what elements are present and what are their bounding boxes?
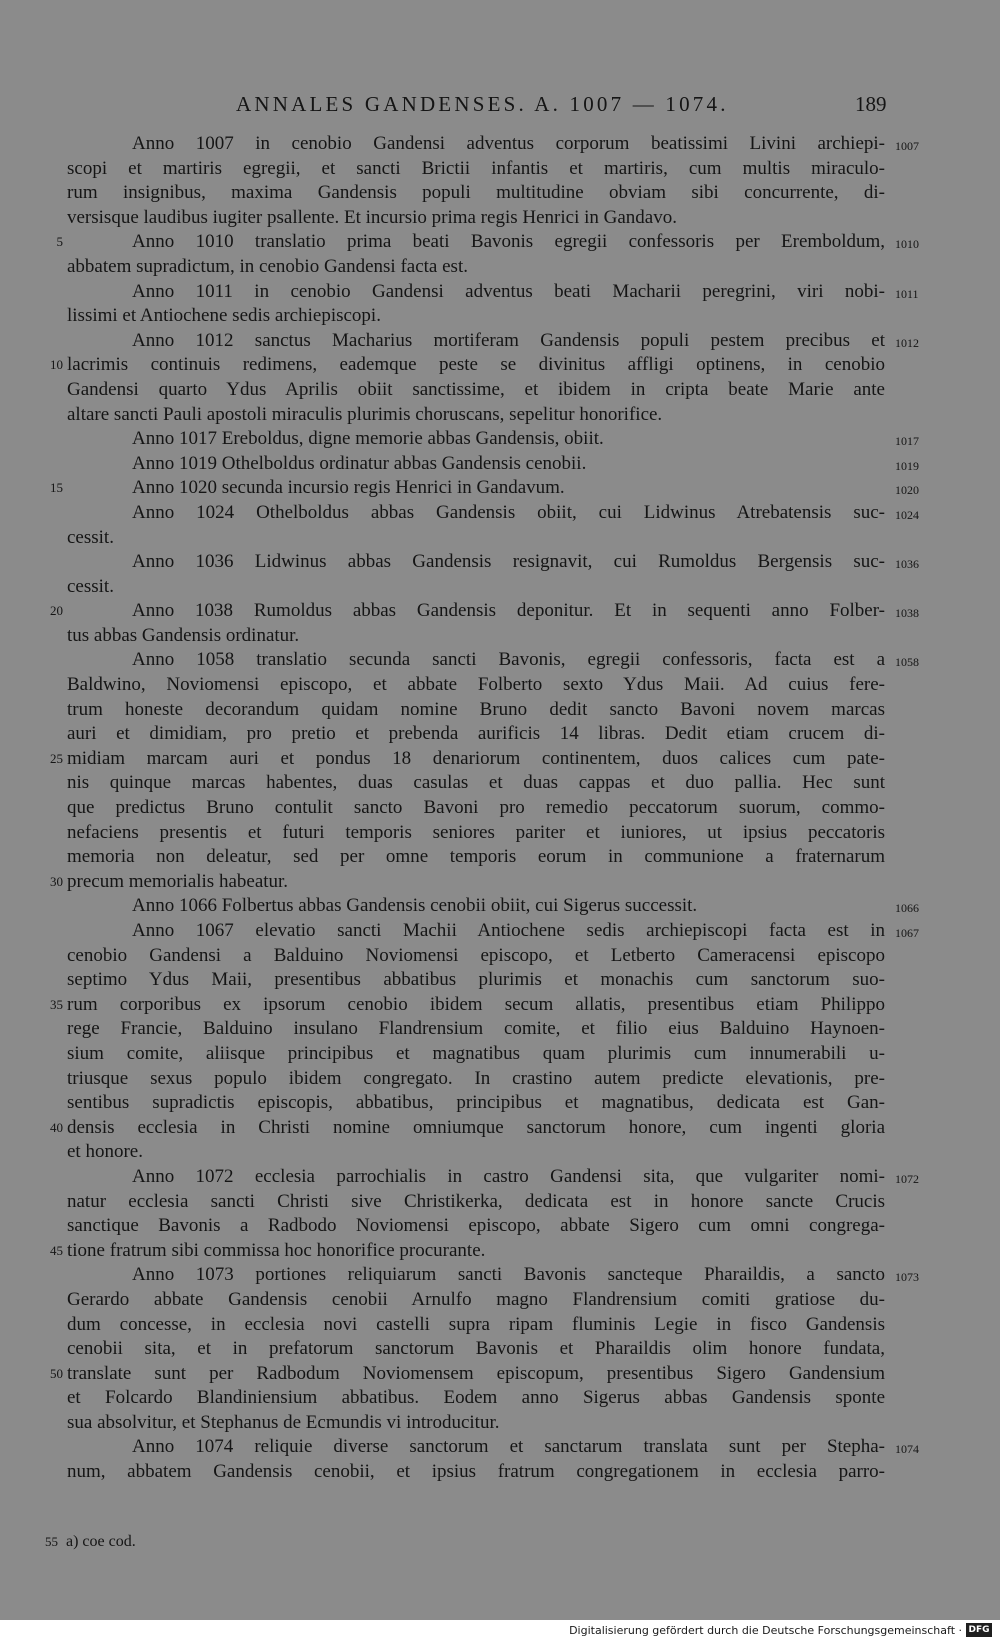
text-line [67, 1042, 885, 1067]
line-number: 5 [56, 234, 63, 250]
text-line [67, 1288, 885, 1313]
text-line [67, 1263, 919, 1288]
text-line [67, 1190, 885, 1215]
margin-year: 1074 [895, 1442, 919, 1457]
text-line [67, 648, 919, 673]
text-line [50, 870, 885, 895]
line-text: midiam marcam auri et pondus 18 denariorum continentem, duos calices cum pate- [67, 747, 885, 769]
line-text: Anno 1020 secunda incursio regis Henrici in Gandavum. [132, 477, 565, 499]
text-line [67, 796, 885, 821]
line-text: et honore. [67, 1141, 143, 1163]
line-text: Anno 1007 in cenobio Gandensi adventus corporum beatissimi Livini archiepi- [132, 133, 885, 154]
line-text: cessit. [67, 575, 114, 597]
text-line [67, 1165, 919, 1190]
text-line [67, 304, 885, 329]
text-line [67, 894, 919, 919]
line-text: Anno 1072 ecclesia parrochialis in castro Gandensi sita, que vulgariter nomi- [132, 1165, 885, 1187]
running-title: ANNALES GANDENSES. A. 1007 — 1074. [236, 92, 729, 116]
line-text: dum concesse, in ecclesia novi castelli supra ripam fluminis Legie in fisco Gandensis [67, 1313, 885, 1335]
line-number: 45 [50, 1242, 63, 1258]
text-line [67, 1140, 885, 1165]
line-text: lacrimis continuis redimens, eademque peste se divinitus affligi optinens, in cenobio [67, 354, 885, 376]
line-text: triusque sexus populo ibidem congregato. In crastino autem predicte elevationis, pre- [67, 1067, 885, 1089]
text-line [67, 1214, 885, 1239]
line-text: nefaciens presentis et futuri temporis seniores pariter et iuniores, ut ipsius peccatoris [67, 821, 885, 843]
funding-notice: Digitalisierung gefördert durch die Deutsche Forschungsgemeinschaft · [569, 1624, 962, 1637]
margin-year: 1017 [895, 434, 919, 449]
text-line [67, 501, 919, 526]
line-text: Anno 1074 reliquie diverse sanctorum et sanctarum translata sunt per Stepha- [132, 1436, 885, 1458]
text-line [67, 845, 885, 870]
line-text: tus abbas Gandensis ordinatur. [67, 624, 300, 646]
text-line [67, 1017, 885, 1042]
text-line [67, 403, 885, 428]
line-text: versisque laudibus iugiter psallente. Et incursio prima regis Henrici in Gandavo. [67, 206, 677, 228]
dfg-logo: DFG [966, 1623, 992, 1637]
text-line [67, 452, 919, 477]
line-number: 35 [50, 996, 63, 1012]
line-text: scopi et martiris egregii, et sancti Brictii infantis et martiris, cum multis miraculo- [67, 157, 885, 179]
text-line [50, 993, 885, 1018]
margin-year: 1010 [895, 237, 919, 252]
line-text: densis ecclesia in Christi nomine omniumque sanctorum honore, cum ingenti gloria [67, 1116, 885, 1138]
line-text: sium comite, aliisque principibus et magnatibus quam plurimis cum innumerabili u- [67, 1042, 885, 1064]
text-line [67, 378, 885, 403]
footnote [45, 1533, 136, 1551]
text-line [67, 280, 919, 305]
line-number: 30 [50, 873, 63, 889]
page-header [0, 92, 1000, 122]
text-line [67, 329, 919, 354]
line-text: Anno 1067 elevatio sancti Machii Antiochene sedis archiepiscopi facta est in [132, 920, 885, 941]
text-line [67, 968, 885, 993]
line-text: abbatem supradictum, in cenobio Gandensi facta est. [67, 255, 468, 277]
line-number: 15 [50, 480, 63, 496]
line-text: sentibus supradictis episcopis, abbatibus, principibus et magnatibus, dedicata est Gan- [67, 1092, 885, 1114]
line-text: altare sancti Pauli apostoli miraculis plurimis choruscans, sepelitur honorifice. [67, 403, 663, 425]
text-line [67, 1313, 885, 1338]
line-text: Baldwino, Noviomensi episcopo, et abbate Folberto sexto Ydus Maii. Ad cuius fere- [67, 674, 885, 696]
line-text: cenobii sita, et in prefatorum sanctorum Bavonis et Pharaildis olim honore fundata, [67, 1338, 885, 1360]
text-line [67, 550, 919, 575]
line-text: Anno 1038 Rumoldus abbas Gandensis deponitur. Et in sequenti anno Folber- [132, 600, 885, 622]
line-text: que predictus Bruno contulit sancto Bavoni pro remedio peccatorum suorum, commo- [67, 797, 885, 819]
line-text: memoria non deleatur, sed per omne temporis eorum in communione a fraternarum [67, 846, 885, 868]
line-text: Gerardo abbate Gandensis cenobii Arnulfo magno Flandrensium comiti gratiose du- [67, 1288, 885, 1310]
line-text: cenobio Gandensi a Balduino Noviomensi episcopo, et Letberto Cameracensi episcopo [67, 944, 885, 966]
text-line [67, 1091, 885, 1116]
line-text: Anno 1010 translatio prima beati Bavonis egregii confessoris per Eremboldum, [132, 231, 885, 253]
line-text: translate sunt per Radbodum Noviomensem episcopum, presentibus Sigero Gandensium [67, 1362, 885, 1384]
text-line [67, 673, 885, 698]
text-line [67, 181, 885, 206]
line-text: Anno 1058 translatio secunda sancti Bavonis, egregii confessoris, facta est a [132, 649, 885, 671]
line-number: 20 [50, 603, 63, 619]
margin-year: 1024 [895, 507, 919, 522]
text-line [67, 624, 885, 649]
text-line [67, 526, 885, 551]
line-text: rege Francie, Balduino insulano Flandrensium comite, et filio eius Balduino Haynoen- [67, 1018, 885, 1040]
margin-year: 1038 [895, 606, 919, 621]
text-line [67, 1067, 885, 1092]
line-text: Anno 1066 Folbertus abbas Gandensis cenobii obiit, cui Sigerus successit. [132, 895, 698, 917]
text-line [67, 1337, 885, 1362]
margin-year: 1007 [895, 139, 919, 153]
text-line [67, 157, 885, 182]
margin-year: 1012 [895, 335, 919, 350]
line-text: nis quinque marcas habentes, duas casulas et duas cappas et duo pallia. Hec sunt [67, 772, 885, 794]
line-number: 10 [50, 357, 63, 373]
text-line [50, 353, 885, 378]
footnote-text: a) coe cod. [66, 1533, 136, 1550]
margin-year: 1011 [895, 286, 919, 301]
line-text: Anno 1024 Othelboldus abbas Gandensis obiit, cui Lidwinus Atrebatensis suc- [132, 501, 885, 523]
margin-year: 1073 [895, 1270, 919, 1285]
text-line [50, 1239, 885, 1264]
text-line [67, 132, 919, 157]
line-text: Anno 1011 in cenobio Gandensi adventus beati Macharii peregrini, viri nobi- [132, 280, 885, 302]
line-text: natur ecclesia sancti Christi sive Christikerka, dedicata est in honore sancte Crucis [67, 1190, 885, 1212]
text-line [67, 427, 919, 452]
margin-year: 1067 [895, 926, 919, 940]
text-line [50, 1116, 885, 1141]
margin-year: 1036 [895, 557, 919, 572]
text-line [50, 599, 919, 624]
line-text: septimo Ydus Maii, presentibus abbatibus plurimis et monachis cum sanctorum suo- [67, 969, 885, 991]
line-text: tione fratrum sibi commissa hoc honorifice procurante. [67, 1239, 486, 1261]
line-text: sua absolvitur, et Stephanus de Ecmundis vi introducitur. [67, 1411, 500, 1433]
line-text: Anno 1073 portiones reliquiarum sancti Bavonis sancteque Pharaildis, a sancto [132, 1264, 885, 1286]
line-text: Anno 1019 Othelboldus ordinatur abbas Gandensis cenobii. [132, 452, 587, 474]
line-text: rum corporibus ex ipsorum cenobio ibidem secum allatis, presentibus etiam Philippo [67, 993, 885, 1015]
text-line [56, 230, 919, 255]
line-number: 50 [50, 1365, 63, 1381]
text-line [50, 476, 919, 501]
text-line [67, 821, 885, 846]
line-text: Anno 1017 Ereboldus, digne memorie abbas Gandensis, obiit. [132, 428, 604, 450]
footnote-line-number: 55 [45, 1534, 58, 1549]
text-line [67, 255, 885, 280]
line-text: cessit. [67, 526, 114, 548]
line-text: num, abbatem Gandensis cenobii, et ipsius fratrum congregationem in ecclesia parro- [67, 1461, 885, 1483]
line-text: lissimi et Antiochene sedis archiepiscopi. [67, 305, 381, 327]
line-text: Anno 1012 sanctus Macharius mortiferam Gandensis populi pestem precibus et [132, 329, 885, 351]
line-number: 40 [50, 1119, 63, 1135]
line-text: trum honeste decorandum quidam nomine Bruno dedit sancto Bavoni novem marcas [67, 698, 885, 720]
margin-year: 1066 [895, 901, 919, 916]
line-text: precum memorialis habeatur. [67, 870, 289, 892]
line-text: rum insignibus, maxima Gandensis populi multitudine obviam sibi concurrente, di- [67, 182, 885, 204]
margin-year: 1058 [895, 655, 919, 670]
text-line [67, 944, 885, 969]
text-line [67, 1460, 885, 1485]
line-text: sanctique Bavonis a Radbodo Noviomensi episcopo, abbate Sigero cum omni congrega- [67, 1215, 885, 1237]
text-line [67, 698, 885, 723]
line-number: 25 [50, 750, 63, 766]
text-line [67, 1435, 919, 1460]
line-text: Gandensi quarto Ydus Aprilis obiit sanctissime, et ibidem in cripta beate Marie ante [67, 378, 885, 400]
margin-year: 1020 [895, 483, 919, 498]
text-line [67, 1386, 885, 1411]
line-text: et Folcardo Blandiniensium abbatibus. Eodem anno Sigerus abbas Gandensis sponte [67, 1387, 885, 1409]
text-line [67, 575, 885, 600]
text-line [67, 1411, 885, 1436]
annals-text-block [50, 132, 919, 1485]
line-text: auri et dimidiam, pro pretio et prebenda aurificis 14 libras. Dedit etiam crucem di- [67, 723, 885, 745]
text-line [67, 771, 885, 796]
margin-year: 1072 [895, 1171, 919, 1186]
text-line [67, 722, 885, 747]
margin-year: 1019 [895, 458, 919, 473]
page-number: 189 [855, 92, 887, 116]
text-line [67, 919, 919, 944]
text-line [50, 747, 885, 772]
line-text: Anno 1036 Lidwinus abbas Gandensis resignavit, cui Rumoldus Bergensis suc- [132, 551, 885, 573]
text-line [50, 1362, 885, 1387]
digitization-footer [0, 1620, 1000, 1643]
text-line [67, 206, 885, 231]
